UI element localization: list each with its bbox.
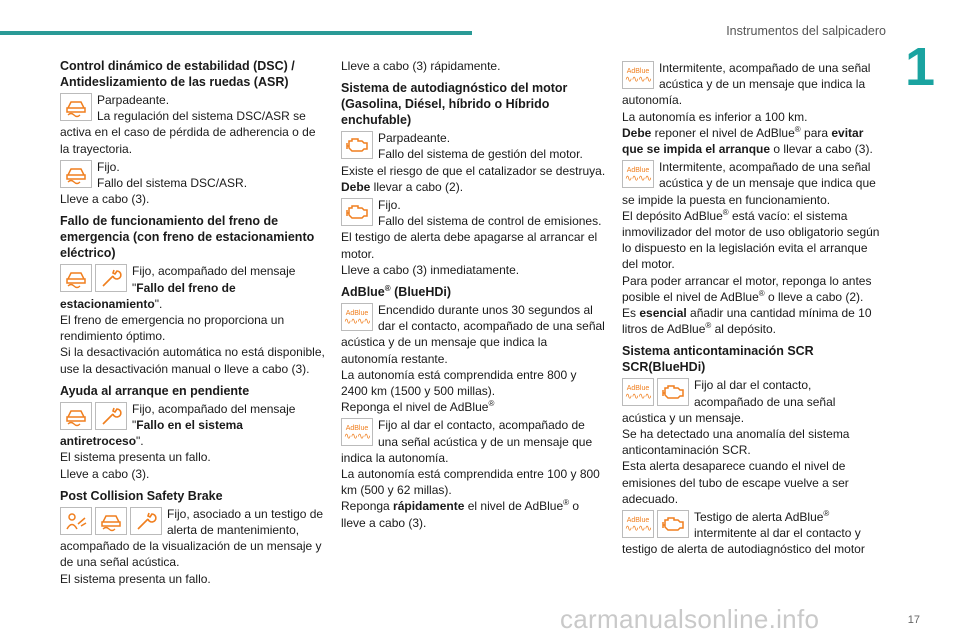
entry-scr: AdBlue ∿∿∿∿ Fijo al dar el contacto, acompañado de una señal acústica y un mensaje. Se ha detectado una anomalía del sistema anticontaminación SCR. Esta alerta desaparece cuando el nivel de emisiones del tubo de escape vuelve a ser adecuado. [622,378,850,506]
skid-car-icon [60,93,92,121]
heading-emergency-brake: Fallo de funcionamiento del freno de emergencia (con freno de estacionamiento eléctrico) [60,214,315,261]
column-3 [622,58,882,560]
heading-hill-start: Ayuda al arranque en pendiente [60,383,250,398]
column-2 [341,58,606,533]
entry-engine-fixed: Fijo. Fallo del sistema de control de emisiones. El testigo de alerta debe apagarse al arrancar el motor. Lleve a cabo (3) inmediatamente. [341,198,602,277]
heading-dsc-asr: Control dinámico de estabilidad (DSC) / Antideslizamiento de las ruedas (ASR) [60,59,295,89]
engine-icon [341,131,373,159]
wrench-icon [95,264,127,292]
entry-scr2: AdBlue ∿∿∿∿ Testigo de alerta AdBlue® intermitente al dar el contacto y testigo de alerta de autodiagnóstico del motor [622,509,865,557]
adblue-icon: AdBlue ∿∿∿∿ [341,303,373,331]
page-number: 17 [907,614,920,626]
entry-dsc-blink: Parpadeante. La regulación del sistema DSC/ASR se activa en el caso de pérdida de adherencia o de la trayectoria. [60,93,316,156]
entry-adblue-int1: AdBlue ∿∿∿∿ Intermitente, acompañado de una señal acústica y de un mensaje que indica la autonomía. La autonomía es inferior a 100 km. Debe reponer el nivel de AdBlue® para evitar que se impida el arranque o llevar a cabo (3). [622,61,873,157]
entry-adblue-on: AdBlue ∿∿∿∿ Encendido durante unos 30 segundos al dar el contacto, acompañado de una señal acústica y de un mensaje que indica la autonomía restante. La autonomía está comprendida entre 800 y 2400 km (1500 y 500 millas). Reponga el nivel de AdBlue® [341,303,605,415]
entry-hill-start: Fijo, acompañado del mensaje "Fallo en el sistema antiretroceso". El sistema presenta un fallo. Lleve a cabo (3). [60,401,296,481]
chapter-number: 1 [905,37,936,97]
heading-engine-diag: Sistema de autodiagnóstico del motor (Gasolina, Diésel, híbrido o Híbrido enchufable) [341,81,568,128]
entry-emergency-brake: Fijo, acompañado del mensaje "Fallo del freno de estacionamiento". El freno de emergencia no proporciona un rendimiento óptimo. Si la desactivación automática no está disponible, use la desactivación manual o lleve a cabo (3). [60,264,325,376]
entry-dsc-fixed: Fijo. Fallo del sistema DSC/ASR. Lleve a cabo (3). [60,159,248,207]
engine-icon [657,510,689,538]
adblue-icon: AdBlue ∿∿∿∿ [622,378,654,406]
entry-pcsb: Fijo, asociado a un testigo de alerta de mantenimiento, acompañado de la visualización de un mensaje y de una señal acústica. El sistema presenta un fallo. [60,506,324,586]
heading-pcsb: Post Collision Safety Brake [60,488,223,503]
engine-icon [657,378,689,406]
section-title: Instrumentos del salpicadero [726,24,886,38]
heading-scr: Sistema anticontaminación SCR SCR(BlueHDi) [622,344,814,375]
entry-adblue-int2: AdBlue ∿∿∿∿ Intermitente, acompañado de una señal acústica y de un mensaje que indica que se impide la puesta en funcionamiento. El depósito AdBlue® está vacío: el sistema inmovilizador del motor de uso obligatorio según lo dispuesto en la legislación evita el arranque del motor. Para poder arrancar el motor, reponga lo antes posible el nivel de AdBlue® o lleve a cabo (2). Es esencial añadir una cantidad mínima de 10 litros de AdBlue® al depósito. [622,160,880,337]
skid-car-icon [60,264,92,292]
skid-car-icon [95,507,127,535]
adblue-icon: AdBlue ∿∿∿∿ [622,510,654,538]
adblue-icon: AdBlue ∿∿∿∿ [622,61,654,89]
wrench-icon [130,507,162,535]
entry-adblue-fixed: AdBlue ∿∿∿∿ Fijo al dar el contacto, acompañado de una señal acústica y de un mensaje que indica la autonomía. La autonomía está comprendida entre 100 y 800 km (500 y 62 millas). Reponga rápidamente el nivel de AdBlue® o lleve a cabo (3). [341,418,600,530]
skid-car-icon [60,160,92,188]
adblue-icon: AdBlue ∿∿∿∿ [622,160,654,188]
continued-text: Lleve a cabo (3) rápidamente. [341,59,501,73]
column-1 [60,58,325,589]
engine-icon [341,198,373,226]
entry-engine-blink: Parpadeante. Fallo del sistema de gestión del motor. Existe el riesgo de que el catalizador se destruya. Debe llevar a cabo (2). [341,131,606,194]
collision-icon [60,507,92,535]
header-accent-bar [0,31,472,35]
watermark: carmanualsonline.info [560,604,820,634]
adblue-icon: AdBlue ∿∿∿∿ [341,418,373,446]
skid-car-icon [60,402,92,430]
wrench-icon [95,402,127,430]
heading-adblue: AdBlue® (BlueHDi) [341,283,452,300]
